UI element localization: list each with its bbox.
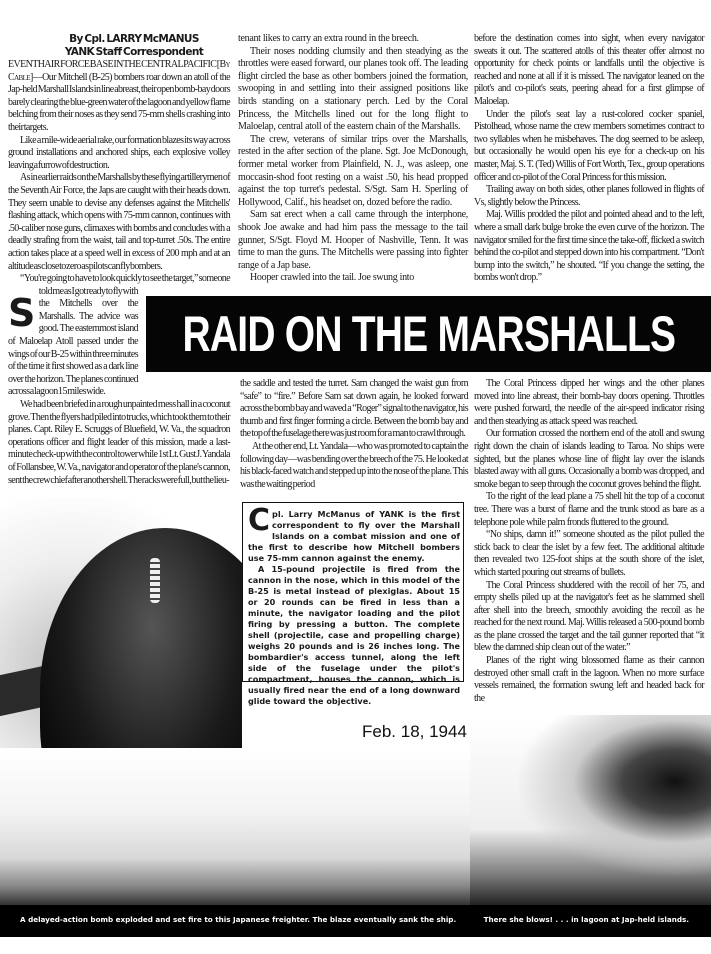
paragraph: Hooper crawled into the tail. Joe swung into: [250, 272, 414, 284]
paragraph: Trailing away on both sides, other planes followed in flights of Vs, slightly below the Princess.: [474, 184, 704, 208]
caption-left: A delayed-action bomb exploded and set fire to this Japanese freighter. The blaze eventually sank the ship.: [20, 915, 457, 924]
article-column-2-top: [238, 33, 468, 285]
sidebar-drop-cap: C: [248, 503, 271, 538]
paragraph: Maj. Willis prodded the pilot and pointed ahead and to the left, where a small dark bulge broke the even curve of the horizon. The navigator smiled for the first time since the take-off, flicked a switch behind the co-pilot and stepped down into his compartment. “Don't bump into the switch,” he shouted. “If you change the setting, the bombs won't drop.”: [474, 209, 704, 284]
b25-nose-photo: [0, 498, 242, 748]
paragraph: We had been briefed in a rough unpainted mess hall in a coconut grove. Then the flyers had piled into trucks, which took them to their planes. Capt. Riley E. Scruggs of Bluefield, W. Va., the squadron operations officer and flight leader of this mission, made a last-minute check-up with the control tower while 1st Lt. Gust J. Yandala of Follansbee, W. Va., navigator and operator of the plane's cannon, sent the crew chief after another shell. The racks were full, but the lieu-: [8, 399, 230, 486]
paragraph: At the other end, Lt. Yandala—who was promoted to captain the following day—was bending over the breech of the 75. He looked at his black-faced watch and stepped up into the nose of the plane. This was the waiting period: [240, 440, 468, 490]
paragraph: “No ships, damn it!” someone shouted as the pilot pulled the stick back to clear the islet by a few feet. The additional altitude then revealed two 125-foot ships at the south shore of the islet, which started pouring out streams of bullets.: [474, 529, 704, 578]
cannon-barrel: [150, 558, 160, 603]
paragraph: Under the pilot's seat lay a rust-colored cocker spaniel, Pistolhead, whose name the crew members sometimes contract to two syllables when he misbehaves. The dog seemed to be asleep, but occasionally he would open his eye for a check-up on his master, Maj. S. T. (Ted) Willis of Fort Worth, Tex., group operations officer and co-pilot of the Coral Princess for this mission.: [474, 108, 704, 183]
paragraph: Our formation crossed the northern end of the atoll and swung right down the chain of islands leading to Taroa. No ships were sighted, but the planes whose line of flight lay over the islands blasted away with all guns. Occasionally a bomb was dropped, and smoke began to seep through the coconut groves behind the flight.: [474, 428, 704, 490]
caption-right: There she blows! . . . in lagoon at Jap-held islands.: [483, 915, 689, 924]
paragraph: As in earlier raids on the Marshalls by these flying artillerymen of the Seventh Air Force, the Japs are caught with their heads down. They seem unable to devise any defenses against the Mitchells' flashing attack, which opens with 75-mm cannon, continues with .50-caliber nose guns, climaxes with bombs and concludes with a deadly strafing from the waist, tail and top-turret .50s. The entire action takes place at a speed well in excess of 200 mph and at an altitude as close to zero as pilots can fly bombers.: [8, 172, 230, 272]
article-column-3-bottom: [474, 378, 704, 705]
headline-banner: [146, 296, 711, 372]
dateline: EVENTH AIR FORCE BASE IN THE CENTRAL PACIFIC [By Cable]: [8, 59, 230, 83]
paragraph: Like a mile-wide aerial rake, our formation blazes its way across ground installations and anchored ships, each explosive volley leaving a furrow of destruction.: [8, 134, 230, 171]
paragraph: The Coral Princess shuddered with the recoil of her 75, and empty shells piled up at the navigator's feet as he slammed shell after shell into the breech, smoothly avoiding the recoil as he reached for the next round. Maj. Willis released a 500-pound bomb as the plane crossed the target and the tail gunner reported that “it blew the damned ship clean out of the water.”: [474, 579, 704, 654]
byline-role: YANK Staff Correspondent: [64, 46, 204, 58]
paragraph: Their noses nodding clumsily and then steadying as the throttles were eased forward, our planes took off. The leading flight circled the base as other bombers joined the formation, swooping in and settling into their assigned positions like birds standing on a stationary perch. Led by the Coral Princess, the Mitchells lined out for the long flight to Maloelap, central atoll of the eastern chain of the Marshalls.: [238, 45, 468, 133]
sidebar-intro-text: pl. Larry McManus of YANK is the first correspondent to fly over the Marshall Islands on a combat mission and one of the first to describe how Mitchell bombers use 75-mm cannon against the enemy.: [248, 509, 460, 563]
sidebar-body: A 15-pound projectile is fired from the cannon in the nose, which in this model of the B-25 is metal instead of plexiglas. About 15 or 20 rounds can be fired in less than a minute, the navigator loading and the pilot firing by pressing a button. The complete shell (projectile, case and propelling charge) weighs 20 pounds and is 26 inches long. The bombardier's access tunnel, along the left side of the fuselage under the pilot's compartment, houses the cannon, which is usually fired near the end of a long downward glide toward the objective.: [248, 564, 460, 706]
paragraph: To the right of the lead plane a 75 shell hit the top of a coconut tree. There was a burst of flame and the trunk stood as bare as a telephone pole while palm fronds fluttered to the ground.: [474, 491, 704, 528]
lagoon-explosion-photo: [470, 715, 711, 905]
plane-nose: [40, 528, 242, 748]
sidebar-intro: [248, 503, 460, 564]
byline: By Cpl. LARRY McMANUS: [69, 33, 199, 45]
article-column-3-top: [474, 33, 704, 285]
article-column-1: [8, 33, 230, 487]
paragraph: The crew, veterans of similar trips over the Marshalls, rested in the after section of the plane. Sgt. Joe McDonough, former metal worker from Plainfield, N. J., was asleep, one moccasin-shod foot resting on a waist .50, his head propped against the top turret's pedestal. S/Sgt. Sam H. Sperling of Hollywood, Calif., his headset on, dozed before the radio.: [238, 133, 468, 208]
paragraph: —Our Mitchell (B-25) bombers roar down an atoll of the Jap-held Marshall Islands in line abreast, their open bomb-bay doors barely clearing the blue-green water of the lagoon and yellow flame belching from their noses as they send 75-mm shells crashing into their targets.: [8, 71, 230, 133]
paragraph: before the destination comes into sight, when every navigator sweats it out. The scattered atolls of this theater offer almost no opportunity for check points or landfalls until the objective is reached and none at all if it is missed. The navigator leaned on the pilot's and co-pilot's seats, peering ahead for a first glimpse of Maloelap.: [474, 33, 704, 107]
drop-cap: S: [8, 291, 35, 335]
date-label: Feb. 18, 1944: [362, 722, 467, 741]
sidebar-box: [242, 502, 464, 706]
paragraph: tenant likes to carry an extra round in the breech.: [238, 33, 419, 44]
article-column-2-bottom: [240, 378, 468, 491]
paragraph: the saddle and tested the turret. Sam changed the waist gun from “safe” to “fire.” Before Sam sat down again, he looked forward across the bomb bay and waved a “Roger” signal to the navigator, his thumb and first finger forming a circle. Between the bomb bay and the top of the fuselage there was just room for a man to crawl through.: [240, 378, 468, 440]
paragraph: The Coral Princess dipped her wings and the other planes moved into line abreast, their bomb-bay doors opening. Throttles were pushed forward, the needle of the air-speed indicator rising and then steadying as attack speed was reached.: [474, 378, 704, 427]
headline: RAID ON THE MARSHALLS: [182, 306, 675, 362]
caption-band: [0, 905, 711, 937]
paragraph: “You're going to have to look quickly to see the target,” someone told me as I got ready to fly with the Mitchells over the Marshalls. The advice was good. The easternmost island of Maloelap Atoll passed under the wings of our B-25 within three minutes of the time it first showed as a dark line over the horizon. The planes continued across a lagoon 15 miles wide.: [8, 273, 230, 398]
paragraph: Sam sat erect when a call came through the interphone, shook Joe awake and had him pass the message to the tail gunner, S/Sgt. Floyd M. Hooper of Nashville, Tenn. It was time to man the guns. The Mitchells were passing into fighter range of a Jap base.: [238, 209, 468, 271]
paragraph: Planes of the right wing blossomed flame as their cannon destroyed other small craft in the lagoon. When no more surface vessels remained, the formation swung left and headed back for the: [474, 655, 704, 704]
